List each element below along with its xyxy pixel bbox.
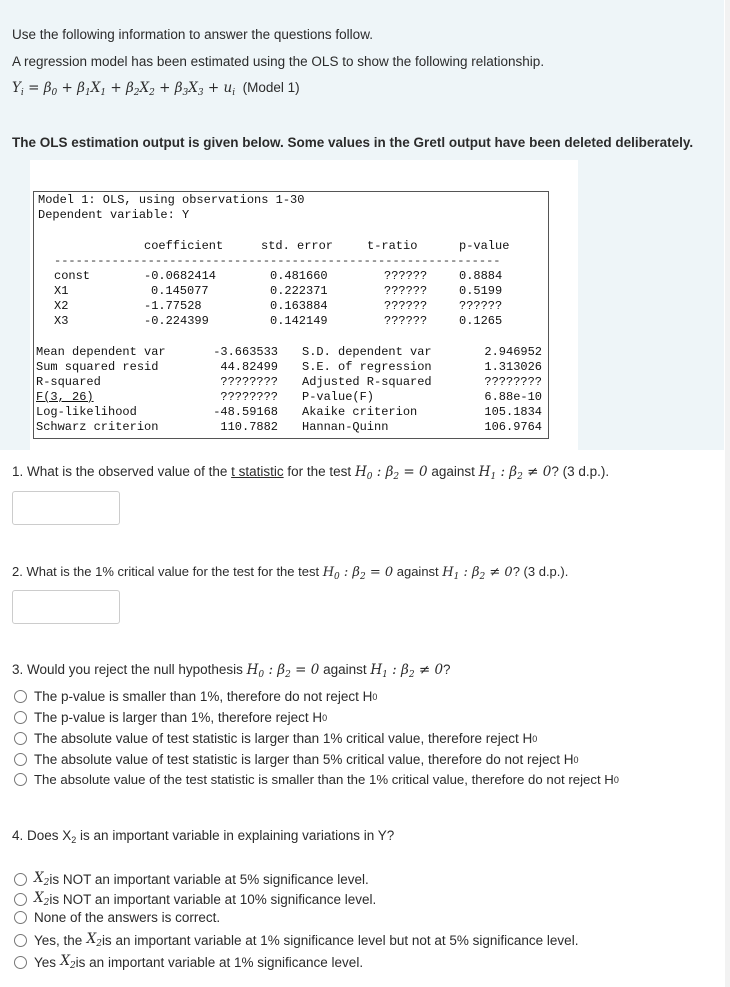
stat-label: S.E. of regression bbox=[302, 360, 432, 374]
question-1: 1. What is the observed value of the t statistic for the test $H_0$ : $\beta_2 = 0$ against $H_1$ : $\beta_2 \ne 0$? (3 d.p.). bbox=[12, 464, 610, 482]
stat-label: F(3, 26) bbox=[36, 390, 94, 404]
option-label: is an important variable at 1% significance level. bbox=[75, 954, 364, 970]
q4-option-4[interactable]: Yes, the $X_2$ is an important variable at 1% significance level but not at 5% significance level. bbox=[14, 931, 578, 949]
radio-button[interactable] bbox=[14, 873, 27, 886]
question-2: 2. What is the 1% critical value for the test for the test $H_0$ : $\beta_2 = 0$ against $H_1$ : $\beta_2 \ne 0$? (3 d.p.). bbox=[12, 564, 569, 582]
stat-value: 44.82499 bbox=[220, 360, 278, 374]
row-t: ?????? bbox=[384, 314, 428, 328]
q2-against: against bbox=[393, 564, 443, 579]
row-se: 0.142149 bbox=[270, 314, 328, 328]
option-label: is NOT an important variable at 10% significance level. bbox=[49, 891, 377, 907]
option-label: The p-value is smaller than 1%, therefore do not reject H bbox=[34, 689, 373, 704]
q1-against: against bbox=[427, 464, 479, 479]
row-p: 0.1265 bbox=[459, 314, 503, 328]
radio-button[interactable] bbox=[14, 911, 27, 924]
radio-button[interactable] bbox=[14, 934, 27, 947]
row-t: ?????? bbox=[384, 299, 428, 313]
option-label: The absolute value of test statistic is larger than 5% critical value, therefore do not reject H bbox=[34, 752, 574, 767]
model-equation: $Y_i = \beta_0 + \beta_1X_1 + \beta_2X_2 + \beta_3X_3 + u_i$ (Model 1) bbox=[12, 80, 300, 98]
stat-label: Log-likelihood bbox=[36, 405, 137, 419]
row-coef: -0.0682414 bbox=[144, 269, 217, 283]
row-name: const bbox=[54, 269, 91, 283]
q4-text: 4. Does X bbox=[12, 828, 72, 843]
stat-label: Schwarz criterion bbox=[36, 420, 159, 434]
gretl-separator: -------------------------------------------------------------- bbox=[54, 254, 501, 268]
row-se: 0.163884 bbox=[270, 299, 328, 313]
option-label: The absolute value of test statistic is larger than 1% critical value, therefore reject H bbox=[34, 731, 533, 746]
row-name: X2 bbox=[54, 299, 69, 313]
col-p-value: p-value bbox=[459, 239, 510, 253]
question-4: 4. Does $X_2$ is an important variable in explaining variations in Y? bbox=[12, 828, 395, 845]
stat-value: ???????? bbox=[220, 390, 278, 404]
q1-suffix: ? (3 d.p.). bbox=[551, 464, 610, 479]
q3-option-1[interactable]: The p-value is smaller than 1%, therefore do not reject H 0 bbox=[14, 689, 377, 704]
row-t: ?????? bbox=[384, 269, 428, 283]
option-label: is NOT an important variable at 5% significance level. bbox=[49, 871, 369, 887]
stat-label: Mean dependent var bbox=[36, 345, 166, 359]
q4-option-5[interactable]: Yes $X_2$ is an important variable at 1% significance level. bbox=[14, 953, 363, 971]
row-se: 0.481660 bbox=[270, 269, 328, 283]
col-coefficient: coefficient bbox=[144, 239, 224, 253]
option-label: The p-value is larger than 1%, therefore reject H bbox=[34, 710, 323, 725]
q1-text-mid: for the test bbox=[283, 464, 355, 479]
option-label-pre: Yes, the bbox=[34, 932, 83, 948]
q2-text: 2. What is the 1% critical value for the test for the test bbox=[12, 564, 323, 579]
stat-value: 110.7882 bbox=[220, 420, 278, 434]
row-coef: -0.224399 bbox=[144, 314, 209, 328]
stat-value: 2.946952 bbox=[484, 345, 542, 359]
gretl-header-2: Dependent variable: Y bbox=[38, 208, 190, 222]
stat-value: 6.88e-10 bbox=[484, 390, 542, 404]
row-p: 0.5199 bbox=[459, 284, 503, 298]
stat-label: Adjusted R-squared bbox=[302, 375, 432, 389]
q4-text-tail: is an important variable in explaining variations in Y? bbox=[76, 828, 395, 843]
q4-option-2[interactable]: $X_2$ is NOT an important variable at 10% significance level. bbox=[14, 890, 376, 908]
model-label: (Model 1) bbox=[242, 80, 300, 95]
gretl-header-1: Model 1: OLS, using observations 1-30 bbox=[38, 193, 305, 207]
stat-label: S.D. dependent var bbox=[302, 345, 432, 359]
stat-value: ???????? bbox=[220, 375, 278, 389]
stat-label: Akaike criterion bbox=[302, 405, 418, 419]
output-note: The OLS estimation output is given below. Some values in the Gretl output have been deleted deliberately. bbox=[12, 135, 694, 150]
stat-value: -3.663533 bbox=[213, 345, 278, 359]
stat-label: Sum squared resid bbox=[36, 360, 159, 374]
row-p: 0.8884 bbox=[459, 269, 503, 283]
q2-answer-input[interactable] bbox=[12, 590, 120, 624]
option-label: is an important variable at 1% significance level but not at 5% significance level. bbox=[101, 932, 579, 948]
q1-answer-input[interactable] bbox=[12, 491, 120, 525]
q3-option-3[interactable]: The absolute value of test statistic is larger than 1% critical value, therefore reject H 0 bbox=[14, 731, 537, 746]
option-label: None of the answers is correct. bbox=[34, 910, 221, 925]
q3-option-4[interactable]: The absolute value of test statistic is larger than 5% critical value, therefore do not reject H 0 bbox=[14, 752, 579, 767]
question-3: 3. Would you reject the null hypothesis $H_0$ : $\beta_2 = 0$ against $H_1$ : $\beta_2 \ne 0$? bbox=[12, 662, 451, 680]
stat-value: ???????? bbox=[484, 375, 542, 389]
radio-button[interactable] bbox=[14, 711, 27, 724]
radio-button[interactable] bbox=[14, 732, 27, 745]
q3-text: 3. Would you reject the null hypothesis bbox=[12, 662, 247, 677]
stat-label: R-squared bbox=[36, 375, 101, 389]
radio-button[interactable] bbox=[14, 893, 27, 906]
stat-label: Hannan-Quinn bbox=[302, 420, 389, 434]
option-label: The absolute value of the test statistic is smaller than the 1% critical value, therefore do not reject H bbox=[34, 772, 614, 787]
stat-value: 106.9764 bbox=[484, 420, 542, 434]
stat-label: P-value(F) bbox=[302, 390, 375, 404]
stat-value: 1.313026 bbox=[484, 360, 542, 374]
q4-option-1[interactable]: $X_2$ is NOT an important variable at 5% significance level. bbox=[14, 870, 369, 888]
q2-suffix: ? (3 d.p.). bbox=[512, 564, 569, 579]
q3-against: against bbox=[319, 662, 371, 677]
row-t: ?????? bbox=[384, 284, 428, 298]
q3-option-5[interactable]: The absolute value of the test statistic is smaller than the 1% critical value, therefore do not reject H 0 bbox=[14, 772, 619, 787]
col-std-error: std. error bbox=[261, 239, 334, 253]
row-coef: 0.145077 bbox=[151, 284, 209, 298]
radio-button[interactable] bbox=[14, 956, 27, 969]
col-t-ratio: t-ratio bbox=[367, 239, 418, 253]
q1-text: 1. What is the observed value of the bbox=[12, 464, 232, 479]
intro-line-2: A regression model has been estimated using the OLS to show the following relationship. bbox=[12, 54, 545, 69]
radio-button[interactable] bbox=[14, 690, 27, 703]
radio-button[interactable] bbox=[14, 773, 27, 786]
page-edge bbox=[725, 0, 730, 987]
intro-line-1: Use the following information to answer the questions follow. bbox=[12, 27, 373, 42]
row-coef: -1.77528 bbox=[144, 299, 202, 313]
gretl-output-box bbox=[33, 191, 549, 439]
row-name: X3 bbox=[54, 314, 69, 328]
stat-value: -48.59168 bbox=[213, 405, 278, 419]
q4-option-3[interactable] bbox=[14, 910, 220, 925]
q3-option-2[interactable]: The p-value is larger than 1%, therefore reject H 0 bbox=[14, 710, 327, 725]
t-statistic-link[interactable]: t statistic bbox=[231, 464, 284, 479]
option-label-pre: Yes bbox=[34, 954, 57, 970]
radio-button[interactable] bbox=[14, 753, 27, 766]
row-p: ?????? bbox=[459, 299, 503, 313]
row-se: 0.222371 bbox=[270, 284, 328, 298]
stat-value: 105.1834 bbox=[484, 405, 542, 419]
row-name: X1 bbox=[54, 284, 69, 298]
